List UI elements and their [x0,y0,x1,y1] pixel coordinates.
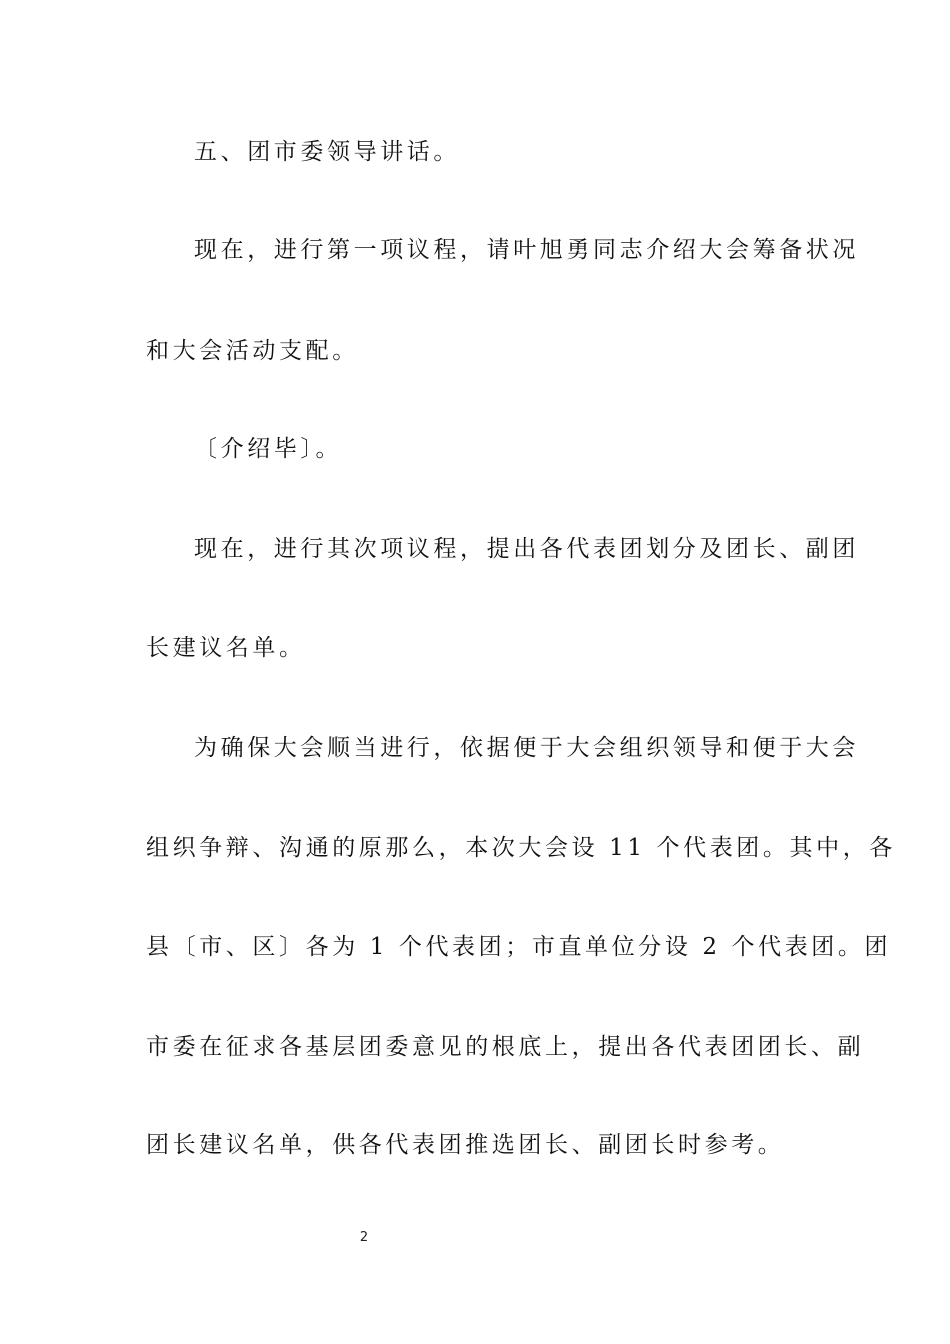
paragraph-line-7: 为确保大会顺当进行，依据便于大会组织领导和便于大会 [194,735,859,761]
page-number: 2 [359,1230,369,1245]
paragraph-line-3: 和大会活动支配。 [146,338,359,364]
paragraph-line-9: 县〔市、区〕各为 1 个代表团；市直单位分设 2 个代表团。团 [146,934,892,960]
paragraph-line-6: 长建议名单。 [146,635,306,661]
paragraph-line-5: 现在，进行其次项议程，提出各代表团划分及团长、副团 [194,536,859,562]
paragraph-line-2: 现在，进行第一项议程，请叶旭勇同志介绍大会筹备状况 [194,237,859,263]
paragraph-line-11: 团长建议名单，供各代表团推选团长、副团长时参考。 [146,1132,785,1158]
paragraph-line-10: 市委在征求各基层团委意见的根底上，提出各代表团团长、副 [146,1034,865,1060]
paragraph-line-8: 组织争辩、沟通的原那么，本次大会设 11 个代表团。其中，各 [146,835,896,861]
paragraph-line-4: 〔介绍毕〕。 [194,436,343,462]
paragraph-line-1: 五、团市委领导讲话。 [194,139,460,165]
